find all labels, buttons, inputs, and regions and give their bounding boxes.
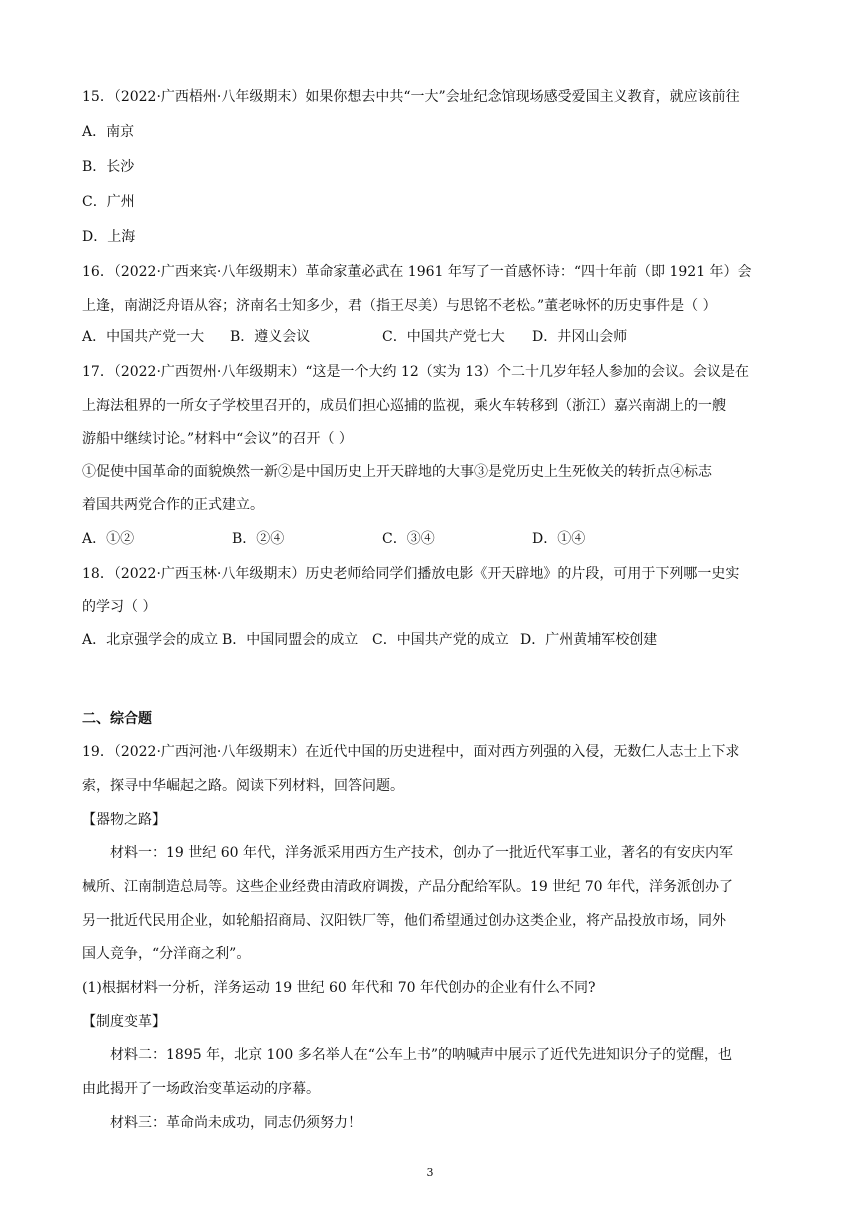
q19-material1-line-1: 材料一：19 世纪 60 年代，洋务派采用西方生产技术，创办了一批近代军事工业，著名的有安庆内军	[110, 845, 733, 861]
q19-material1-line-3: 另一批近代民用企业，如轮船招商局、汉阳铁厂等，他们希望通过创办这类企业，将产品投放市场，同外	[82, 913, 726, 929]
q18-option-d: D．广州黄埔军校创建	[520, 632, 658, 648]
q18-stem-line-2: 的学习（ ）	[82, 599, 157, 615]
q18-option-a: A．北京强学会的成立	[82, 632, 219, 648]
q16-option-b: B．遵义会议	[230, 329, 311, 345]
q16-stem-line-1: 16．（2022·广西来宾·八年级期末）革命家董必武在 1961 年写了一首感怀诗：“四十年前（即 1921 年）会	[82, 264, 752, 280]
q15-option-a: A．南京	[82, 124, 135, 140]
q19-stem-line-1: 19．（2022·广西河池·八年级期末）在近代中国的历史进程中，面对西方列强的入侵，无数仁人志士上下求	[82, 744, 740, 760]
q19-stem-line-2: 索，探寻中华崛起之路。阅读下列材料，回答问题。	[82, 778, 404, 794]
q17-option-d: D．①④	[532, 531, 586, 547]
q15-stem: 15．（2022·广西梧州·八年级期末）如果你想去中共“一大”会址纪念馆现场感受爱国主义教育，就应该前往	[82, 89, 740, 105]
q15-option-c: C．广州	[82, 194, 135, 210]
q17-statement-line-2: 着国共两党合作的正式建立。	[82, 497, 264, 513]
q15-option-b: B．长沙	[82, 159, 135, 175]
q17-statement-line-1: ①促使中国革命的面貌焕然一新②是中国历史上开天辟地的大事③是党历史上生死攸关的转折点④标志	[82, 464, 712, 480]
q15-option-d: D．上海	[82, 229, 136, 245]
page-number: 3	[426, 1166, 434, 1179]
q17-option-c: C．③④	[382, 531, 435, 547]
q18-stem-line-1: 18．（2022·广西玉林·八年级期末）历史老师给同学们播放电影《开天辟地》的片段，可用于下列哪一史实	[82, 566, 740, 582]
q19-material1-line-2: 械所、江南制造总局等。这些企业经费由清政府调拨，产品分配给军队。19 世纪 70 年代，洋务派创办了	[82, 879, 733, 895]
q17-option-b: B．②④	[232, 531, 285, 547]
q18-option-b: B．中国同盟会的成立	[222, 632, 359, 648]
q17-option-a: A．①②	[82, 531, 135, 547]
q17-stem-line-3: 游船中继续讨论。”材料中“会议”的召开（ ）	[82, 431, 353, 447]
q16-option-a: A．中国共产党一大	[82, 329, 205, 345]
q19-material2-line-2: 由此揭开了一场政治变革运动的序幕。	[82, 1081, 320, 1097]
q19-heading-1: 【器物之路】	[82, 812, 166, 828]
q19-subquestion-1: (1)根据材料一分析，洋务运动 19 世纪 60 年代和 70 年代创办的企业有什么不同?	[82, 980, 596, 996]
q19-material2-line-1: 材料二：1895 年，北京 100 多名举人在“公车上书”的呐喊声中展示了近代先进知识分子的觉醒，也	[110, 1047, 733, 1063]
q19-heading-2: 【制度变革】	[82, 1014, 166, 1030]
q19-material1-line-4: 国人竞争，“分洋商之利”。	[82, 946, 251, 962]
section-title: 二、综合题	[82, 711, 152, 727]
q17-stem-line-2: 上海法租界的一所女子学校里召开的，成员们担心巡捕的监视，乘火车转移到（浙江）嘉兴南湖上的一艘	[82, 398, 726, 414]
q17-stem-line-1: 17．（2022·广西贺州·八年级期末）“这是一个大约 12（实为 13）个二十几岁年轻人参加的会议。会议是在	[82, 364, 750, 380]
q16-option-c: C．中国共产党七大	[382, 329, 505, 345]
q19-material3: 材料三：革命尚未成功，同志仍须努力！	[110, 1115, 362, 1131]
q16-option-d: D．井冈山会师	[532, 329, 628, 345]
q18-option-c: C．中国共产党的成立	[372, 632, 509, 648]
q16-stem-line-2: 上逢，南湖泛舟语从容；济南名士知多少，君（指王尽美）与思铭不老松。”董老咏怀的历史事件是（ ）	[82, 298, 717, 314]
